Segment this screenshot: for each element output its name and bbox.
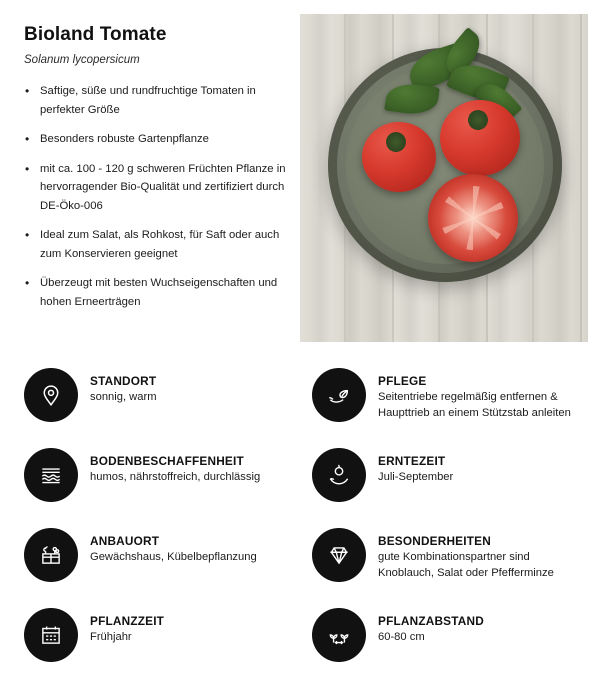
description-column — [0, 14, 300, 342]
attribute-besonderheiten — [300, 528, 600, 608]
list-item: • Besonders robuste Gartenpflanze — [24, 130, 286, 149]
attribute-text — [90, 448, 260, 486]
list-item: • Saftige, süße und rundfruchtige Tomaten in perfekter Größe — [24, 82, 286, 119]
attribute-grid — [0, 342, 600, 688]
list-item: • mit ca. 100 - 120 g schweren Früchten Pflanze in hervorragender Bio-Qualität und zertifiziert durch DE-Öko-006 — [24, 160, 286, 216]
latin-name: Solanum lycopersicum — [24, 54, 140, 66]
attribute-title: PFLANZABSTAND — [378, 614, 484, 628]
tomato-stem — [468, 110, 488, 130]
attribute-value: Seitentriebe regelmäßig entfernen & Haupttrieb an einem Stützstab anleiten — [378, 391, 571, 419]
attribute-text — [378, 608, 484, 646]
page-title: Bioland Tomate — [24, 24, 167, 45]
attribute-erntezeit — [300, 448, 600, 528]
attribute-anbauort — [0, 528, 300, 608]
tomato-cross-section — [441, 186, 506, 249]
harvest-hand-icon — [312, 448, 366, 502]
leaf-hand-icon — [312, 368, 366, 422]
attribute-title: PFLEGE — [378, 374, 427, 388]
attribute-value: gute Kombinationspartner sind Knoblauch, Salat oder Pfefferminze — [378, 551, 554, 579]
attribute-title: STANDORT — [90, 374, 157, 388]
attribute-title: ANBAUORT — [90, 534, 160, 548]
attribute-pflanzabstand — [300, 608, 600, 688]
attribute-value: Gewächshaus, Kübelbepflanzung — [90, 551, 257, 563]
attribute-value: humos, nährstoffreich, durchlässig — [90, 471, 261, 483]
tomato-stem — [386, 132, 406, 152]
attribute-title: BODENBESCHAFFENHEIT — [90, 454, 244, 468]
calendar-icon — [24, 608, 78, 662]
attribute-standort — [0, 368, 300, 448]
attribute-bodenbeschaffenheit — [0, 448, 300, 528]
halved-tomato — [428, 174, 518, 262]
attribute-text — [90, 368, 157, 406]
attribute-value: 60-80 cm — [378, 631, 425, 643]
attribute-text — [90, 528, 257, 566]
top-section — [0, 0, 600, 342]
attribute-value: Frühjahr — [90, 631, 132, 643]
list-item: • Ideal zum Salat, als Rohkost, für Saft oder auch zum Konservieren geeignet — [24, 226, 286, 263]
list-item: • Überzeugt mit besten Wuchseigenschaften und hohen Erneerträgen — [24, 274, 286, 311]
greenhouse-icon — [24, 528, 78, 582]
attribute-title: BESONDERHEITEN — [378, 534, 491, 548]
product-image-column — [300, 14, 588, 342]
attribute-title: PFLANZZEIT — [90, 614, 165, 628]
diamond-icon — [312, 528, 366, 582]
plant-spacing-icon — [312, 608, 366, 662]
soil-layers-icon — [24, 448, 78, 502]
feature-bullet-list — [24, 82, 286, 311]
attribute-text — [378, 528, 588, 581]
product-photo — [300, 14, 588, 342]
location-pin-icon — [24, 368, 78, 422]
attribute-text — [378, 448, 453, 486]
attribute-value: sonnig, warm — [90, 391, 157, 403]
attribute-value: Juli-September — [378, 471, 454, 483]
attribute-pflege — [300, 368, 600, 448]
attribute-pflanzzeit — [0, 608, 300, 688]
attribute-title: ERNTEZEIT — [378, 454, 446, 468]
attribute-text — [90, 608, 164, 646]
attribute-text — [378, 368, 588, 421]
